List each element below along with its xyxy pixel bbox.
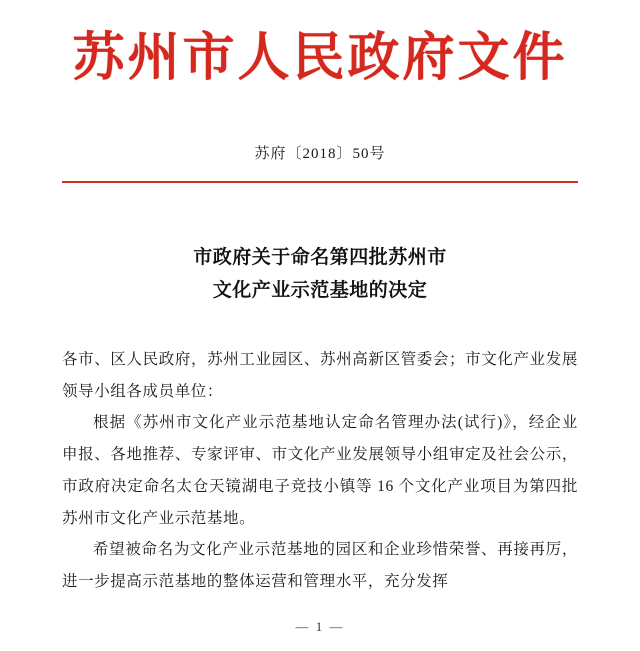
page-number-footer: — 1 —: [295, 619, 345, 634]
masthead: [62, 0, 578, 88]
document-number: 苏府〔2018〕50号: [254, 146, 386, 163]
masthead-title: 苏州市人民政府文件: [72, 30, 568, 87]
paragraph-addressee: 各市、区人民政府，苏州工业园区、苏州高新区管委会；市文化产业发展领导小组各成员单位：: [62, 350, 578, 400]
paragraph-expectation: 希望被命名为文化产业示范基地的园区和企业珍惜荣誉、再接再厉，进一步提高示范基地的整体运营和管理水平，充分发挥: [62, 541, 578, 591]
document-body: [62, 344, 578, 598]
red-divider-rule: [62, 181, 578, 183]
document-title-line-1: 市政府关于命名第四批苏州市: [193, 247, 447, 269]
document-title-line-2: 文化产业示范基地的决定: [212, 280, 428, 302]
document-title: [62, 241, 578, 308]
paragraph-basis: 根据《苏州市文化产业示范基地认定命名管理办法(试行)》，经企业申报、各地推荐、专家评审、市文化产业发展领导小组审定及社会公示，市政府决定命名太仓天镜湖电子竞技小镇等 16 个文化产业项目为第四批苏州市文化产业示范基地。: [62, 414, 578, 527]
